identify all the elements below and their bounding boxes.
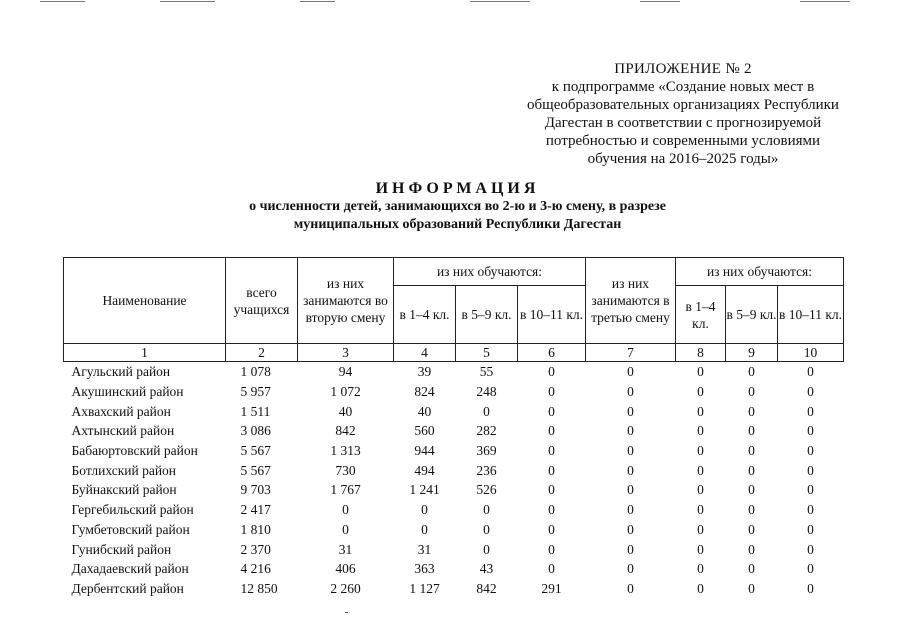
header-grades-10-11: в 10–11 кл. [518, 286, 586, 344]
total-students-cell: 5 567 [240, 462, 271, 478]
second-grades-5-9-cell: 43 [479, 561, 494, 577]
second-grades-10-11-cell: 0 [548, 364, 555, 380]
district-name-cell: Гергебильский район [71, 502, 194, 518]
third-grades-5-9-cell: 0 [748, 443, 755, 459]
total-students-cell: 9 703 [240, 482, 271, 498]
table-row [64, 441, 844, 461]
third-grades-10-11-cell: 0 [807, 502, 814, 518]
column-number: 10 [778, 344, 844, 362]
appendix-block [522, 60, 844, 168]
scan-top-edge [0, 0, 905, 4]
column-number: 6 [518, 344, 586, 362]
second-grades-5-9-cell: 526 [476, 482, 497, 498]
third-shift-count-cell: 0 [627, 443, 634, 459]
third-shift-count-cell: 0 [627, 384, 634, 400]
total-students-cell: 1 078 [240, 364, 271, 380]
district-name-cell: Дербентский район [71, 580, 184, 596]
column-number: 5 [456, 344, 518, 362]
second-grades-10-11-cell: 0 [548, 462, 555, 478]
second-shift-count-cell: 406 [335, 561, 356, 577]
second-shift-count-cell: 94 [338, 364, 353, 380]
total-students-cell: 12 850 [240, 580, 278, 596]
second-grades-5-9-cell: 248 [476, 384, 497, 400]
second-grades-1-4-cell: 0 [421, 502, 428, 518]
third-shift-count-cell: 0 [627, 462, 634, 478]
document-heading [0, 180, 905, 234]
third-shift-count-cell: 0 [627, 561, 634, 577]
third-grades-10-11-cell: 0 [807, 482, 814, 498]
third-grades-1-4-cell: 0 [697, 482, 704, 498]
second-grades-10-11-cell: 0 [548, 384, 555, 400]
second-shift-count-cell: 2 260 [330, 580, 361, 596]
third-shift-count-cell: 0 [627, 482, 634, 498]
third-grades-5-9-cell: 0 [748, 502, 755, 518]
third-grades-5-9-cell: 0 [748, 384, 755, 400]
second-grades-1-4-cell: 39 [417, 364, 432, 380]
second-grades-1-4-cell: 0 [421, 521, 428, 537]
second-shift-count-cell: 1 072 [330, 384, 361, 400]
third-grades-1-4-cell: 0 [697, 462, 704, 478]
third-shift-count-cell: 0 [627, 423, 634, 439]
header-third-shift: из них занимаются в третью смену [586, 258, 676, 344]
column-number: 9 [726, 344, 778, 362]
table-row [64, 460, 844, 480]
third-grades-10-11-cell: 0 [807, 364, 814, 380]
second-grades-10-11-cell: 291 [541, 580, 562, 596]
second-grades-5-9-cell: 0 [483, 521, 490, 537]
second-grades-5-9-cell: 55 [479, 364, 494, 380]
second-shift-count-cell: 0 [342, 502, 349, 518]
second-grades-1-4-cell: 944 [414, 443, 435, 459]
appendix-line: Дагестан в соответствии с прогнозируемой [544, 115, 822, 131]
header-total: всего учащихся [226, 258, 298, 344]
third-grades-5-9-cell: 0 [748, 521, 755, 537]
third-shift-count-cell: 0 [627, 502, 634, 518]
second-grades-10-11-cell: 0 [548, 561, 555, 577]
table-row [64, 539, 844, 559]
header-grades-5-9: в 5–9 кл. [456, 286, 518, 344]
district-name-cell: Бабаюртовский район [71, 443, 198, 459]
second-grades-1-4-cell: 560 [414, 423, 435, 439]
column-number: 4 [394, 344, 456, 362]
table-row [64, 382, 844, 402]
second-grades-10-11-cell: 0 [548, 541, 555, 557]
third-grades-5-9-cell: 0 [748, 541, 755, 557]
third-grades-1-4-cell: 0 [697, 364, 704, 380]
third-grades-5-9-cell: 0 [748, 580, 755, 596]
second-grades-1-4-cell: 824 [414, 384, 435, 400]
second-grades-1-4-cell: 40 [417, 403, 432, 419]
third-grades-1-4-cell: 0 [697, 423, 704, 439]
district-name-cell: Ахвахский район [71, 403, 171, 419]
header-name: Наименование [64, 258, 226, 344]
document-subtitle-line2: муниципальных образований Республики Дагестан [293, 217, 622, 232]
header-grades-5-9: в 5–9 кл. [726, 286, 778, 344]
third-shift-count-cell: 0 [627, 364, 634, 380]
total-students-cell: 5 957 [240, 384, 271, 400]
third-grades-10-11-cell: 0 [807, 443, 814, 459]
appendix-title: ПРИЛОЖЕНИЕ № 2 [614, 61, 752, 77]
table-row [64, 559, 844, 579]
table-row [64, 500, 844, 520]
header-grades-1-4: в 1–4 кл. [394, 286, 456, 344]
third-grades-10-11-cell: 0 [807, 541, 814, 557]
third-shift-count-cell: 0 [627, 541, 634, 557]
table-row [64, 480, 844, 500]
document-subtitle-line1: о численности детей, занимающихся во 2-ю и 3-ю смену, в разрезе [249, 199, 666, 214]
district-name-cell: Акушинский район [71, 384, 184, 400]
second-grades-1-4-cell: 363 [414, 561, 435, 577]
third-grades-5-9-cell: 0 [748, 561, 755, 577]
appendix-line: потребностью и современными условиями [545, 133, 821, 149]
third-grades-10-11-cell: 0 [807, 462, 814, 478]
shift-table [63, 257, 844, 598]
second-grades-5-9-cell: 0 [483, 403, 490, 419]
column-number: 7 [586, 344, 676, 362]
second-grades-5-9-cell: 0 [483, 541, 490, 557]
scan-speck [345, 612, 348, 613]
third-grades-1-4-cell: 0 [697, 521, 704, 537]
third-grades-1-4-cell: 0 [697, 443, 704, 459]
total-students-cell: 1 810 [240, 521, 271, 537]
column-number: 1 [64, 344, 226, 362]
second-grades-10-11-cell: 0 [548, 521, 555, 537]
third-grades-1-4-cell: 0 [697, 580, 704, 596]
second-shift-count-cell: 730 [335, 462, 356, 478]
table-row [64, 520, 844, 540]
third-grades-1-4-cell: 0 [697, 384, 704, 400]
total-students-cell: 3 086 [240, 423, 271, 439]
second-grades-5-9-cell: 236 [476, 462, 497, 478]
header-third-group: из них обучаются: [676, 258, 844, 286]
second-grades-5-9-cell: 842 [476, 580, 497, 596]
column-number: 2 [226, 344, 298, 362]
second-grades-1-4-cell: 1 127 [409, 580, 440, 596]
third-grades-10-11-cell: 0 [807, 384, 814, 400]
table-row [64, 362, 844, 382]
second-grades-5-9-cell: 282 [476, 423, 497, 439]
district-name-cell: Дахадаевский район [71, 561, 189, 577]
appendix-line: обучения на 2016–2025 годы» [587, 151, 779, 167]
second-shift-count-cell: 1 767 [330, 482, 361, 498]
second-grades-5-9-cell: 0 [483, 502, 490, 518]
third-grades-5-9-cell: 0 [748, 403, 755, 419]
third-grades-1-4-cell: 0 [697, 502, 704, 518]
second-grades-10-11-cell: 0 [548, 403, 555, 419]
second-grades-5-9-cell: 369 [476, 443, 497, 459]
third-grades-10-11-cell: 0 [807, 423, 814, 439]
table-body [64, 362, 844, 599]
third-shift-count-cell: 0 [627, 403, 634, 419]
third-grades-1-4-cell: 0 [697, 403, 704, 419]
third-grades-1-4-cell: 0 [697, 561, 704, 577]
total-students-cell: 2 370 [240, 541, 271, 557]
third-grades-10-11-cell: 0 [807, 521, 814, 537]
header-grades-1-4: в 1–4 кл. [676, 286, 726, 344]
third-grades-5-9-cell: 0 [748, 482, 755, 498]
third-grades-5-9-cell: 0 [748, 462, 755, 478]
appendix-line: к подпрограмме «Создание новых мест в [551, 79, 815, 95]
second-grades-10-11-cell: 0 [548, 443, 555, 459]
total-students-cell: 1 511 [240, 403, 271, 419]
total-students-cell: 4 216 [240, 561, 271, 577]
second-shift-count-cell: 842 [335, 423, 356, 439]
second-grades-1-4-cell: 31 [417, 541, 432, 557]
third-grades-10-11-cell: 0 [807, 403, 814, 419]
header-grades-10-11: в 10–11 кл. [778, 286, 844, 344]
third-grades-5-9-cell: 0 [748, 364, 755, 380]
third-grades-10-11-cell: 0 [807, 561, 814, 577]
total-students-cell: 2 417 [240, 502, 271, 518]
table-row [64, 401, 844, 421]
district-name-cell: Гунибский район [71, 541, 172, 557]
document-title: ИНФОРМАЦИЯ [375, 180, 540, 197]
second-grades-1-4-cell: 494 [414, 462, 435, 478]
second-grades-10-11-cell: 0 [548, 482, 555, 498]
header-second-group: из них обучаются: [394, 258, 586, 286]
second-grades-10-11-cell: 0 [548, 423, 555, 439]
second-grades-10-11-cell: 0 [548, 502, 555, 518]
district-name-cell: Ахтынский район [71, 423, 175, 439]
district-name-cell: Гумбетовский район [71, 521, 190, 537]
third-shift-count-cell: 0 [627, 580, 634, 596]
table-row [64, 579, 844, 599]
appendix-line: общеобразовательных организациях Республики [527, 97, 839, 113]
third-grades-5-9-cell: 0 [748, 423, 755, 439]
second-shift-count-cell: 1 313 [330, 443, 361, 459]
second-shift-count-cell: 31 [338, 541, 353, 557]
third-grades-1-4-cell: 0 [697, 541, 704, 557]
table-row [64, 421, 844, 441]
second-grades-1-4-cell: 1 241 [409, 482, 440, 498]
third-shift-count-cell: 0 [627, 521, 634, 537]
district-name-cell: Агульский район [71, 364, 171, 380]
second-shift-count-cell: 0 [342, 521, 349, 537]
third-grades-10-11-cell: 0 [807, 580, 814, 596]
district-name-cell: Буйнакский район [71, 482, 177, 498]
header-second-shift: из них занимаются во вторую смену [298, 258, 394, 344]
column-number: 8 [676, 344, 726, 362]
column-number: 3 [298, 344, 394, 362]
district-name-cell: Ботлихский район [71, 462, 177, 478]
second-shift-count-cell: 40 [338, 403, 353, 419]
total-students-cell: 5 567 [240, 443, 271, 459]
